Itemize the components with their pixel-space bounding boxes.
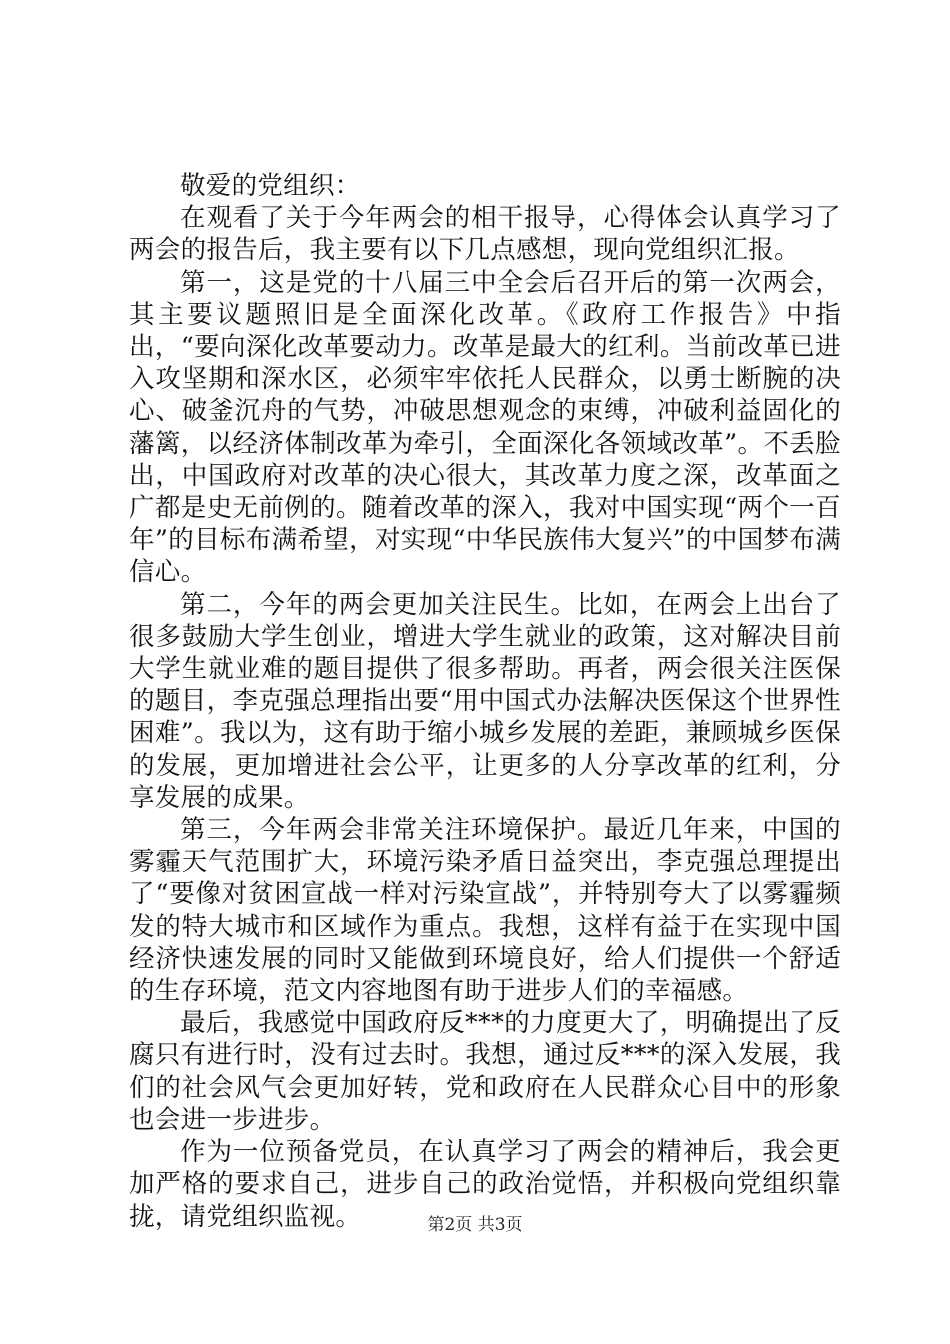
paragraph-intro: 在观看了关于今年两会的相干报导，心得体会认真学习了两会的报告后，我主要有以下几点感想，现向党组织汇报。 bbox=[129, 203, 841, 266]
page-footer bbox=[0, 1215, 950, 1235]
letter-body bbox=[129, 170, 841, 1233]
salutation: 敬爱的党组织： bbox=[180, 171, 361, 201]
paragraph-final-point: 最后，我感觉中国政府反***的力度更大了，明确提出了反腐只有进行时，没有过去时。我想，通过反***的深入发展，我们的社会风气会更加好转，党和政府在人民群众心目中的形象也会进一步进步。 bbox=[129, 1008, 841, 1135]
paragraph-third-point: 第三，今年两会非常关注环境保护。最近几年来，中国的雾霾天气范围扩大，环境污染矛盾日益突出，李克强总理提出了“要像对贫困宣战一样对污染宣战”，并特别夸大了以雾霾频发的特大城市和区域作为重点。我想，这样有益于在实现中国经济快速发展的同时又能做到环境良好，给人们提供一个舒适的生存环境，范文内容地图有助于进步人们的幸福感。 bbox=[129, 815, 841, 1007]
paragraph-first-point: 第一，这是党的十八届三中全会后召开后的第一次两会，其主要议题照旧是全面深化改革。《政府工作报告》中指出，“要向深化改革要动力。改革是最大的红利。当前改革已进入攻坚期和深水区，必须牢牢依托人民群众，以勇士断腕的决心、破釜沉舟的气势，冲破思想观念的束缚，冲破利益固化的藩篱，以经济体制改革为牵引，全面深化各领域改革”。不丢脸出，中国政府对改革的决心很大，其改革力度之深，改革面之广都是史无前例的。随着改革的深入，我对中国实现“两个一百年”的目标布满希望，对实现“中华民族伟大复兴”的中国梦布满信心。 bbox=[129, 267, 841, 588]
page-number: 第2页 共3页 bbox=[427, 1215, 523, 1235]
paragraph-second-point: 第二，今年的两会更加关注民生。比如，在两会上出台了很多鼓励大学生创业，增进大学生就业的政策，这对解决目前大学生就业难的题目提供了很多帮助。再者，两会很关注医保的题目，李克强总理指出要“用中国式办法解决医保这个世界性困难”。我以为，这有助于缩小城乡发展的差距，兼顾城乡医保的发展，更加增进社会公平，让更多的人分享改革的红利，分享发展的成果。 bbox=[129, 589, 841, 813]
paragraph-conclusion: 作为一位预备党员，在认真学习了两会的精神后，我会更加严格的要求自己，进步自己的政治觉悟，并积极向党组织靠拢，请党组织监视。 bbox=[129, 1137, 841, 1232]
